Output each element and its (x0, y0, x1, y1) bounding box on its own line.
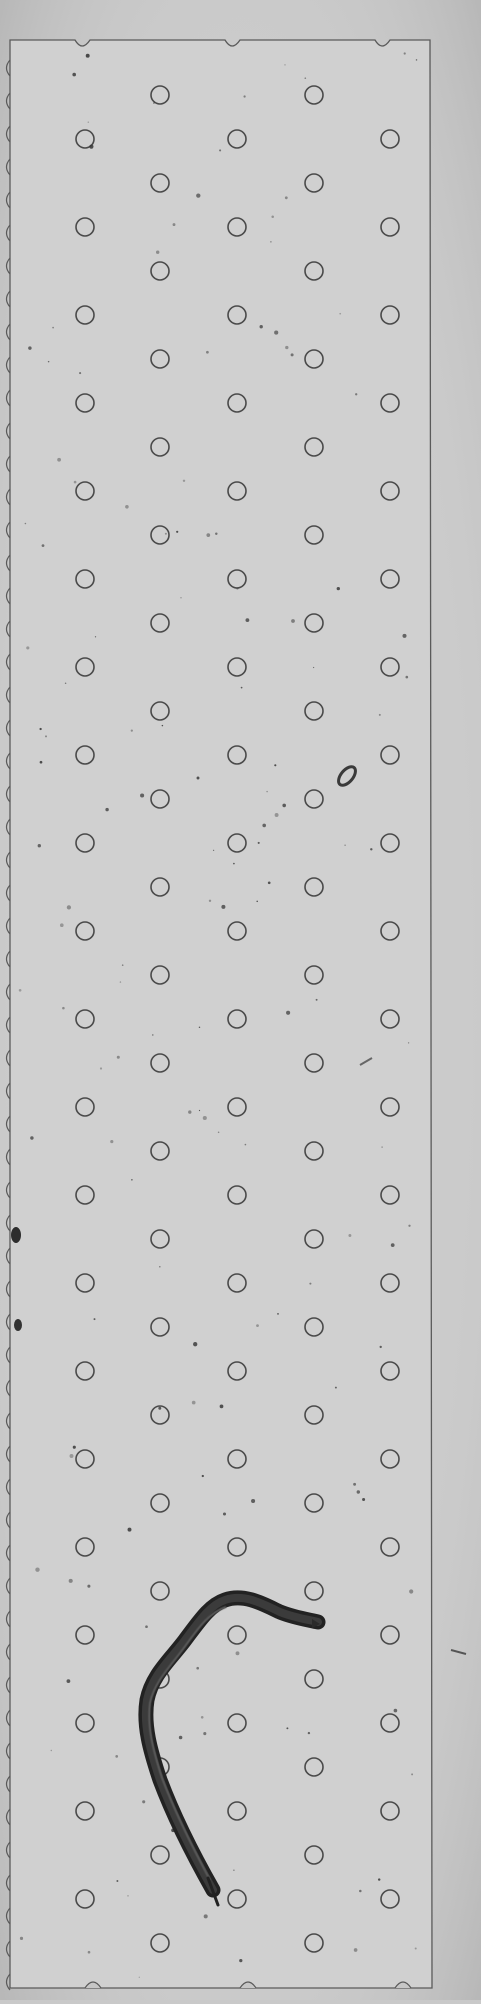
debris-speck (223, 1512, 226, 1515)
debris-speck (199, 1027, 200, 1028)
debris-speck (309, 1283, 311, 1285)
debris-speck (274, 764, 276, 766)
debris-speck (79, 372, 81, 374)
debris-speck (196, 193, 200, 197)
debris-speck (271, 215, 274, 218)
debris-speck (162, 725, 163, 726)
debris-speck (357, 1490, 360, 1493)
debris-speck (110, 1140, 113, 1143)
debris-speck (353, 1483, 356, 1486)
debris-speck (416, 59, 418, 61)
debris-speck (72, 73, 76, 77)
debris-speck (270, 241, 271, 242)
debris-speck (239, 1959, 242, 1962)
debris-speck (158, 1407, 161, 1410)
debris-speck (62, 1007, 65, 1010)
debris-speck (165, 533, 167, 535)
debris-speck (116, 1880, 118, 1882)
debris-speck (73, 1446, 76, 1449)
debris-speck (291, 619, 295, 623)
debris-speck (30, 1136, 33, 1139)
debris-speck (381, 1146, 382, 1147)
debris-speck (316, 999, 318, 1001)
debris-speck (220, 1405, 224, 1409)
debris-speck (266, 791, 267, 792)
debris-speck (213, 850, 214, 851)
debris-speck (153, 102, 154, 103)
debris-speck (60, 923, 64, 927)
debris-speck (199, 1110, 200, 1111)
debris-speck (203, 1116, 207, 1120)
debris-speck (274, 331, 278, 335)
debris-speck (243, 95, 245, 97)
debris-speck (362, 1498, 365, 1501)
debris-speck (277, 1313, 279, 1315)
debris-speck (89, 145, 93, 149)
debris-speck (140, 793, 144, 797)
debris-speck (245, 1144, 247, 1146)
debris-speck (131, 1179, 133, 1181)
debris-speck (275, 813, 279, 817)
debris-speck (159, 1266, 161, 1268)
debris-speck (348, 1234, 351, 1237)
debris-speck (233, 863, 235, 865)
debris-speck (218, 1132, 220, 1134)
debris-speck (241, 687, 243, 689)
debris-speck (203, 1732, 206, 1735)
debris-speck (28, 346, 31, 349)
debris-speck (409, 1589, 413, 1593)
debris-speck (408, 1225, 410, 1227)
debris-speck (142, 1800, 145, 1803)
debris-speck (117, 1056, 120, 1059)
debris-speck (304, 77, 306, 79)
debris-speck (219, 149, 221, 151)
debris-speck (51, 1750, 52, 1751)
debris-speck (251, 1499, 255, 1503)
debris-speck (52, 327, 54, 329)
debris-speck (233, 1869, 234, 1870)
debris-speck (202, 1475, 204, 1477)
debris-blob (14, 1319, 22, 1331)
debris-speck (40, 761, 43, 764)
debris-speck (115, 1755, 118, 1758)
debris-speck (128, 1528, 132, 1532)
debris-speck (57, 458, 61, 462)
debris-speck (197, 777, 200, 780)
debris-speck (145, 1625, 148, 1628)
debris-speck (402, 634, 406, 638)
debris-speck (100, 1067, 102, 1069)
debris-speck (120, 981, 121, 982)
debris-speck (69, 1579, 73, 1583)
debris-speck (291, 353, 294, 356)
debris-speck (156, 251, 159, 254)
debris-speck (285, 196, 288, 199)
debris-speck (268, 881, 271, 884)
debris-speck (391, 1243, 395, 1247)
debris-speck (88, 1951, 91, 1954)
debris-speck (209, 900, 211, 902)
debris-speck (67, 1679, 71, 1683)
debris-speck (337, 587, 340, 590)
debris-speck (335, 1387, 337, 1389)
debris-speck (20, 1937, 23, 1940)
debris-speck (139, 1977, 140, 1978)
debris-speck (411, 1773, 413, 1775)
debris-speck (408, 1042, 409, 1043)
debris-speck (285, 346, 288, 349)
debris-speck (42, 544, 45, 547)
debris-speck (35, 1568, 39, 1572)
debris-speck (404, 52, 406, 54)
debris-speck (355, 393, 357, 395)
debris-speck (19, 989, 22, 992)
debris-speck (236, 1651, 240, 1655)
debris-speck (180, 597, 181, 598)
debris-speck (260, 325, 263, 328)
debris-speck (379, 714, 381, 716)
debris-blob (11, 1227, 21, 1243)
debris-speck (378, 1878, 380, 1880)
debris-speck (406, 676, 409, 679)
debris-speck (86, 54, 90, 58)
debris-speck (95, 636, 96, 637)
debris-speck (65, 683, 67, 685)
debris-speck (286, 1011, 290, 1015)
debris-speck (308, 1732, 310, 1734)
debris-speck (286, 1727, 288, 1729)
debris-speck (70, 1454, 74, 1458)
debris-speck (258, 842, 260, 844)
debris-speck (256, 1324, 259, 1327)
debris-speck (131, 729, 133, 731)
debris-speck (370, 848, 372, 850)
debris-speck (127, 1895, 128, 1896)
debris-speck (246, 618, 250, 622)
debris-speck (38, 844, 41, 847)
debris-speck (179, 1736, 183, 1740)
debris-speck (192, 1401, 196, 1405)
debris-speck (48, 361, 50, 363)
debris-speck (45, 735, 47, 737)
debris-speck (176, 531, 178, 533)
debris-speck (201, 1716, 204, 1719)
debris-speck (236, 587, 238, 589)
debris-speck (74, 481, 77, 484)
debris-speck (67, 905, 71, 909)
debris-speck (380, 1346, 382, 1348)
debris-speck (39, 728, 41, 730)
debris-speck (313, 667, 314, 668)
debris-speck (215, 532, 217, 534)
debris-speck (173, 223, 176, 226)
debris-speck (87, 1585, 90, 1588)
debris-speck (359, 1890, 362, 1893)
debris-speck (125, 505, 129, 509)
microfluidic-chamber (10, 40, 432, 1988)
debris-speck (282, 804, 286, 808)
debris-speck (26, 646, 29, 649)
debris-speck (105, 808, 108, 811)
debris-speck (25, 523, 27, 525)
debris-speck (256, 901, 257, 902)
debris-speck (284, 64, 285, 65)
debris-speck (221, 905, 225, 909)
debris-speck (88, 121, 89, 122)
debris-speck (339, 313, 341, 315)
debris-speck (122, 964, 124, 966)
debris-speck (152, 1034, 153, 1035)
debris-speck (206, 351, 209, 354)
debris-speck (415, 1947, 417, 1949)
debris-speck (262, 824, 266, 828)
debris-speck (204, 1914, 208, 1918)
debris-speck (193, 1342, 197, 1346)
debris-speck (394, 1709, 398, 1713)
debris-speck (94, 1318, 96, 1320)
debris-speck (344, 845, 345, 846)
debris-speck (354, 1948, 358, 1952)
debris-speck (183, 480, 185, 482)
debris-speck (188, 1110, 191, 1113)
debris-speck (196, 1667, 199, 1670)
debris-speck (206, 533, 210, 537)
